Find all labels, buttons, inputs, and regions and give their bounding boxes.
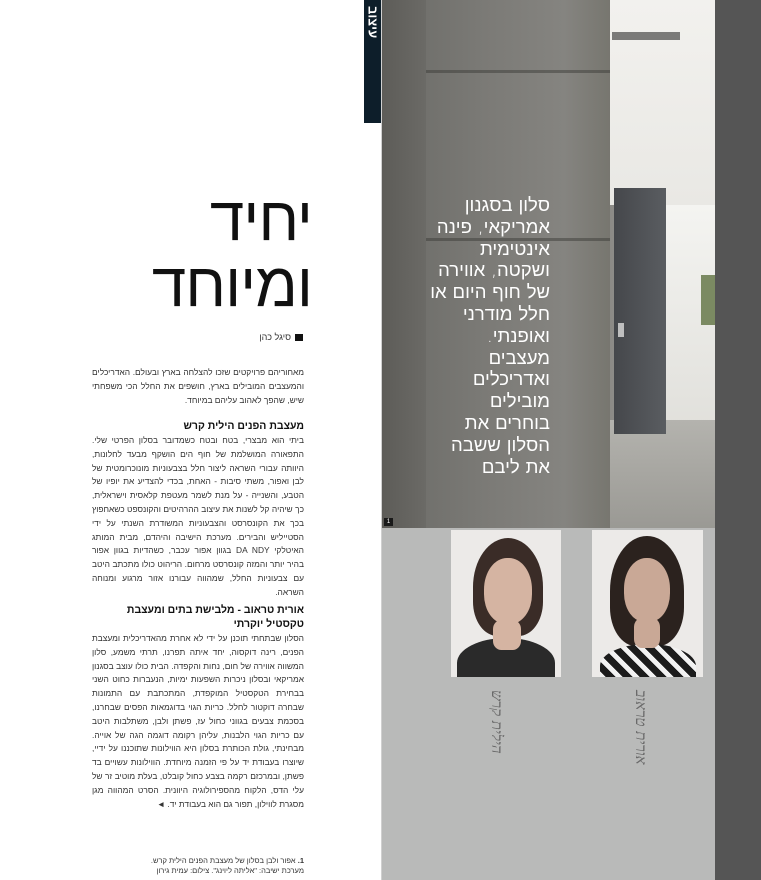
next-page-edge <box>715 0 761 880</box>
byline <box>200 332 303 342</box>
photo-vent <box>612 32 680 40</box>
portrait-face <box>624 558 670 622</box>
byline-author: סיגל כהן <box>259 332 291 342</box>
photo-plant <box>701 275 715 325</box>
section2-body <box>92 632 304 811</box>
caption-number: 1. <box>297 856 304 865</box>
photo-door <box>614 188 666 434</box>
portrait-neck <box>634 618 660 648</box>
portrait-hilit-kresh <box>451 530 561 677</box>
headline-line-2: ומיוחד <box>151 248 312 321</box>
portrait-shoulders <box>600 644 696 677</box>
headline-line-1: יחיד <box>209 182 312 255</box>
portrait-orit-traub <box>592 530 703 677</box>
photo-ceiling <box>607 0 715 205</box>
signature-orit-traub: אורית טראוב <box>632 690 650 765</box>
intro-text: מאחוריהם פרויקטים שזכו להצלחה בארץ ובעולם. האדריכלים והמעצבים המובילים בארץ, חושפים את החלל הכי משפחתי שיש, שהפך לאהוב עליהם במיוחד. <box>92 367 304 405</box>
section1-title: מעצבת הפנים הילית קרש <box>183 420 304 432</box>
section1-body <box>92 434 304 600</box>
section1-text: ביתי הוא מבצרי, בטח ובטח כשמדובר בסלון הפרטי שלי. התפאורה המושלמת של חוף הים הושקף מבעד לחלונות, היוותה עבורי השראה ליצור חלל בצבעוניות מונוכרומטית של לבן ואפור, משתי סיבות - האחת, בכדי להצדיע את יופיו של הטבע, והשנייה - על מנת לשמר מעטפת קלאסית וישראלית, כך שיהיה קל לשנות את עיצוב ההרהיטים והקונספט כשאחפוץ בכך את הקונסרסט והצבעוניות המשודרת השנתי על ידי הסטייליש והבירים. מערכת הישיבה והיהדם, מבית המותג האיטלקי DA NDY בגוון אפור עכבר, כשהדיות בגוון אפור בהיר יותר והמזה קונסרסט מרחום. הריהוט כולו מתכתב היטב עם צבעוניות החלל, שמהווה עבורנו אזור מרגוע ומנוחה השראה. <box>92 435 304 597</box>
signature-hilit-kresh: הילית קרש <box>488 690 506 754</box>
photo-wall-groove <box>426 70 610 73</box>
byline-marker-icon <box>295 334 303 341</box>
photo-wall-edge <box>382 0 426 528</box>
photo-number-tag: 1 <box>384 518 393 526</box>
portrait-neck <box>493 620 521 650</box>
pull-quote: סלון בסגנון אמריקאי, פינה אינטימית ושקטה, אווירה של חוף היום או חלל מודרני ואופנתי. מעצבים ואדריכלים מובילים בוחרים את הסלון ששבה את ליבם <box>430 195 550 478</box>
portrait-face <box>484 558 532 624</box>
caption-line-2: מערכת ישיבה: "אליתה ליוינג". צילום: עמית גירון <box>156 866 304 875</box>
section-tab-label: עיצוב <box>365 6 381 39</box>
section-tab <box>364 0 382 123</box>
photo-caption <box>92 856 304 876</box>
section2-text: הסלון שבתחתי תוכנן על ידי לא אחרת מהאדריכלית ומעצבת הפנים, רינה דוקסוה, יחד איתה תפרנו, תרתי משמע, סלון המשווה אווירה של חום, נחות והקפדה. הבית כולו עוצב בסגנון אמריקאי ובסלון ניכרות השפעות ימיות, הנעברות כחוט השני בבחירת הטקסטיל המוקפדת, המתכתבת עם התמונות שבחרה דוקטור לחלל. כריות הגוי בדוגמאות הפסים שבחרנו, בסכמת צבעים בגווני כחול עז, פשתן ולבן, משתלבות היטב עם כריות הגוי הלבנות, עליהן רקומה דוגמה הגה של אוייה. מבחינתי, גולת הכותרת בסלון היא הווילונות שתוכננו על ידיי, שיוצרו בעבודת יד על פי הזמנה מיוחדת. הווילונות עשויים בד פשתן, ובמרכזם רקמה בצבע כחול קובלט, בעלת מוטיב זר של עלי הדס, הלקוח מהספירולוגיה היוונית. הסרט המהווה מגן מסגרת לווילון, תפור גם הוא בעבודת יד. ◄ <box>92 633 304 809</box>
headline <box>76 182 312 321</box>
photo-floor <box>607 420 715 528</box>
section2-title: אורית טראוב - מלבישת בתים ומעצבת טקסטיל יוקרתי <box>126 604 304 630</box>
caption-line-1: אפור ולבן בסלון של מעצבת הפנים הילית קרש. <box>150 856 296 865</box>
intro-paragraph <box>92 366 304 407</box>
door-handle <box>618 323 624 337</box>
